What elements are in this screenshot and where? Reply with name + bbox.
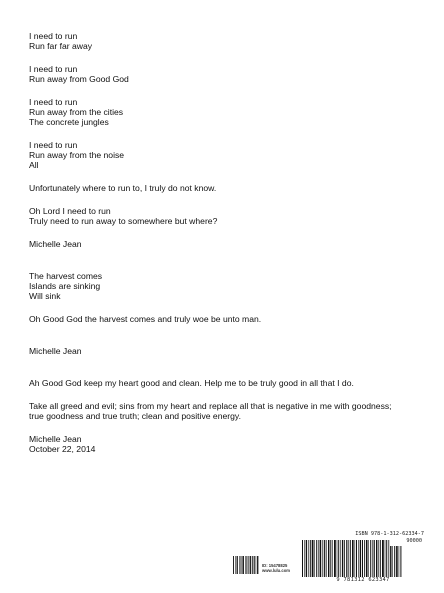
lulu-id-block [262, 563, 302, 573]
stanza-7 [29, 271, 429, 301]
stanza-1 [29, 31, 429, 51]
author-name: Michelle Jean [29, 239, 82, 249]
stanza-3 [29, 97, 429, 127]
text-line: Will sink [29, 291, 61, 301]
stanza-10 [29, 401, 429, 421]
text-line: I need to run [29, 97, 78, 107]
text-line: I need to run [29, 140, 78, 150]
stanza-4 [29, 140, 429, 170]
signature-1 [29, 239, 429, 249]
text-line: Truly need to run away to somewhere but where? [29, 216, 218, 226]
text-line: Run away from the noise [29, 150, 125, 160]
text-line: Unfortunately where to run to, I truly do not know. [29, 183, 217, 193]
stanza-2 [29, 64, 429, 84]
text-line: I need to run [29, 64, 78, 74]
text-line: Oh Lord I need to run [29, 206, 111, 216]
text-line: Oh Good God the harvest comes and truly woe be unto man. [29, 314, 262, 324]
text-line: Take all greed and evil; sins from my heart and replace all that is negative in me with goodness; [29, 401, 392, 411]
text-line: All [29, 160, 39, 170]
isbn-barcode [302, 531, 424, 583]
stanza-6 [29, 206, 429, 226]
text-line: Run away from the cities [29, 107, 124, 117]
small-barcode-icon [233, 556, 259, 574]
id-number: ID: 15478825 [262, 563, 288, 568]
text-line: The concrete jungles [29, 117, 109, 127]
text-line: Ah Good God keep my heart good and clean. Help me to be truly good in all that I do. [29, 378, 354, 388]
author-name: Michelle Jean [29, 346, 82, 356]
text-line: Run far far away [29, 41, 93, 51]
date-line: October 22, 2014 [29, 444, 96, 454]
signature-2 [29, 346, 429, 356]
isbn-label: ISBN 978-1-312-62334-7 [355, 531, 424, 537]
site-url: www.lulu.com [262, 568, 290, 573]
isbn-digits: 9 781312 623347 [336, 577, 390, 583]
signature-3 [29, 434, 429, 454]
stanza-5 [29, 183, 429, 193]
text-line: Islands are sinking [29, 281, 101, 291]
text-line: Run away from Good God [29, 74, 129, 84]
poem-text [29, 31, 429, 467]
price-code: 90000 [406, 538, 422, 544]
stanza-8 [29, 314, 429, 324]
author-name: Michelle Jean [29, 434, 82, 444]
text-line: true goodness and true truth; clean and positive energy. [29, 411, 241, 421]
stanza-9 [29, 378, 429, 388]
text-line: The harvest comes [29, 271, 103, 281]
text-line: I need to run [29, 31, 78, 41]
